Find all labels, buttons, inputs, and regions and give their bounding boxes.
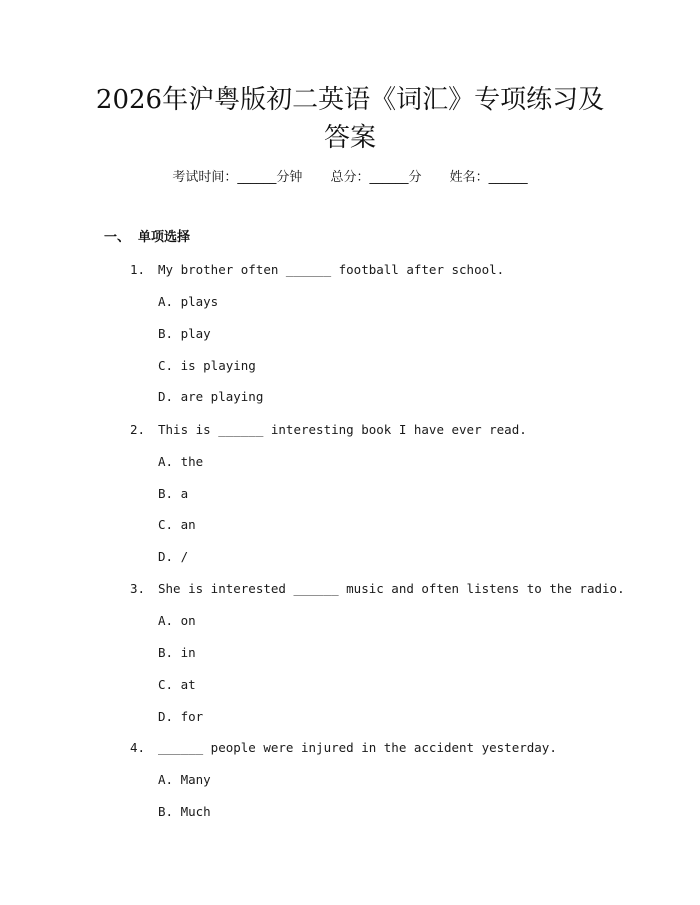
option-c: C. at [158,677,196,692]
total-score-field: 总分：______分 [330,170,422,185]
section-label: 单项选择 [138,230,191,245]
option-a: A. on [158,613,196,628]
question-text: This is ______ interesting book I have ever read. [158,422,527,437]
option-a: A. plays [158,294,219,309]
question-number: 1. [130,262,146,277]
option-b: B. Much [158,804,211,819]
option-b: B. in [158,645,196,660]
option-a: A. the [158,454,204,469]
page-title-continued: 答案 [323,123,376,153]
question-text: She is interested ______ music and often listens to the radio. [158,581,625,596]
option-b: B. a [158,486,189,501]
exam-info-bar [0,168,700,188]
option-d: D. are playing [158,389,264,404]
option-d: D. / [158,549,189,564]
section-number: 一、 [104,230,131,245]
option-c: C. an [158,517,196,532]
exam-time-field: 考试时间：______分钟 [172,170,303,185]
page-title: 2026年沪粤版初二英语《词汇》专项练习及 [95,85,605,115]
option-c: C. is playing [158,358,256,373]
option-a: A. Many [158,772,211,787]
question-text: ______ people were injured in the accident yesterday. [158,740,557,755]
section-heading [104,228,190,248]
option-b: B. play [158,326,211,341]
question-text: My brother often ______ football after school. [158,262,505,277]
student-name-field: 姓名：______ [449,170,528,185]
question-number: 3. [130,581,146,596]
question-number: 4. [130,740,146,755]
question-number: 2. [130,422,146,437]
option-d: D. for [158,709,204,724]
